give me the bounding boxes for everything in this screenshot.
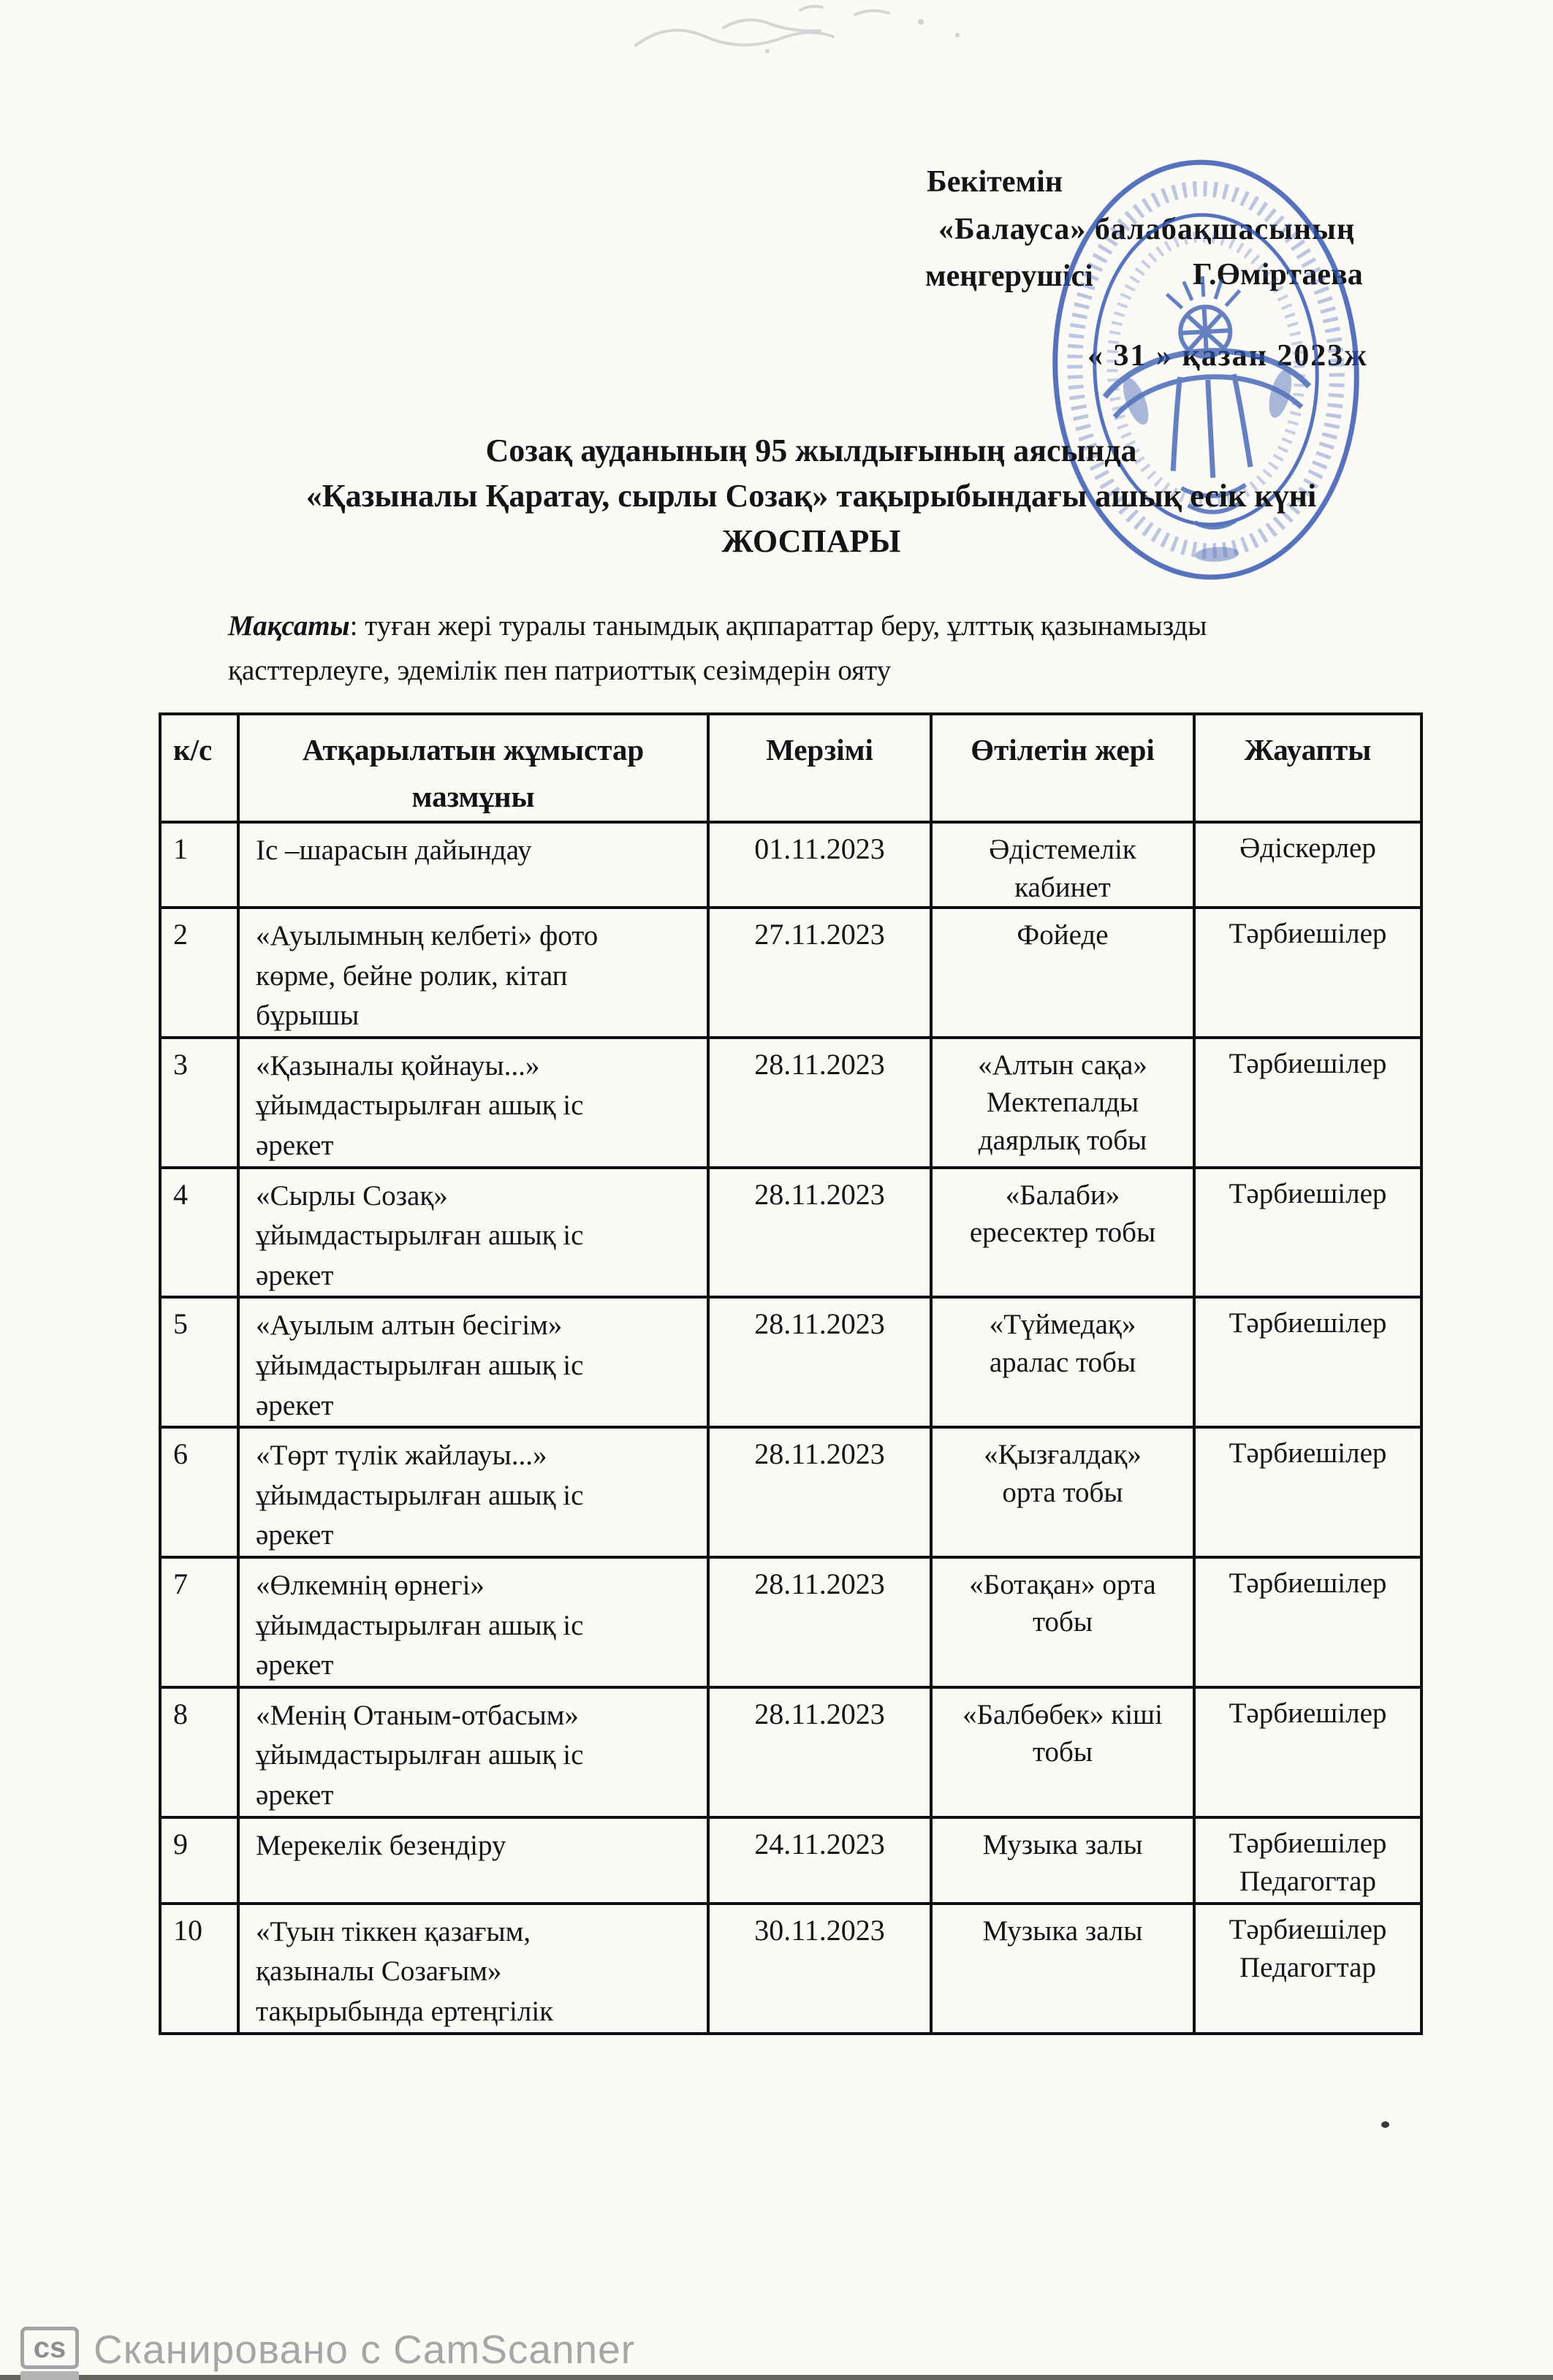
goal-paragraph [228,604,1397,693]
row-activity: Мерекелік безендіру [238,1817,708,1904]
goal-label: Мақсаты [228,610,350,642]
header-activity: Атқарылатын жұмыстар мазмұны [238,714,708,822]
row-responsible: Тәрбиешілер [1194,1557,1421,1687]
row-place: «Алтын сақа» Мектепалды даярлық тобы [931,1038,1194,1168]
row-responsible: Тәрбиешілер [1194,908,1421,1038]
camscanner-watermark [20,2327,635,2380]
plan-table [159,712,1423,2035]
row-activity: «Өлкемнің өрнегі» ұйымдастырылған ашық іс әрекет [238,1557,708,1687]
row-responsible: Тәрбиешілер Педагогтар [1194,1817,1421,1904]
header-place: Өтілетін жері [931,714,1194,822]
title-line-3: ЖОСПАРЫ [721,523,901,559]
row-activity: «Менің Отаным-отбасым» ұйымдастырылған ашық іс әрекет [238,1687,708,1817]
table-row [160,1038,1421,1168]
row-date: 27.11.2023 [708,908,931,1038]
table-row [160,1687,1421,1817]
row-activity: «Сырлы Созақ» ұйымдастырылған ашық іс әрекет [238,1168,708,1298]
approval-line-2: «Балауса» балабақшасының [938,213,1356,246]
row-place: «Балаби» ересектер тобы [931,1168,1194,1298]
scan-noise-dot [1381,2121,1389,2128]
row-num: 3 [160,1038,238,1168]
table-header-row [160,714,1421,822]
row-responsible: Тәрбиешілер [1194,1427,1421,1557]
title-line-2: «Қазыналы Қаратау, сырлы Созақ» тақырыбындағы ашық есік күні [305,478,1317,514]
row-activity: «Төрт түлік жайлауы...» ұйымдастырылған ашық іс әрекет [238,1427,708,1557]
table-row [160,1297,1421,1427]
camscanner-icon-bar [20,2371,79,2380]
table-row [160,1904,1421,2034]
row-num: 6 [160,1427,238,1557]
row-responsible: Тәрбиешілер [1194,1297,1421,1427]
row-num: 8 [160,1687,238,1817]
row-date: 28.11.2023 [708,1557,931,1687]
row-place: Музыка залы [931,1904,1194,2034]
row-num: 4 [160,1168,238,1298]
approval-director-label: меңгерушісі [925,259,1093,293]
row-place: «Қызғалдақ» орта тобы [931,1427,1194,1557]
row-responsible: Әдіскерлер [1194,822,1421,908]
approval-line-1: Бекітемін [927,165,1063,199]
approval-director-name: Г.Өміртаева [1193,258,1363,292]
row-activity: «Ауылым алтын бесігім» ұйымдастырылған ашық іс әрекет [238,1297,708,1427]
camscanner-watermark-text: Сканировано с CamScanner [94,2327,636,2372]
row-responsible: Тәрбиешілер [1194,1168,1421,1298]
camscanner-cs-badge: cs [20,2327,79,2369]
pencil-smudge-artifact [614,0,1023,80]
row-date: 01.11.2023 [708,822,931,908]
row-place: Әдістемелік кабинет [931,822,1194,908]
table-row [160,908,1421,1038]
row-place: Музыка залы [931,1817,1194,1904]
row-responsible: Тәрбиешілер Педагогтар [1194,1904,1421,2034]
row-activity: «Ауылымның келбеті» фото көрме, бейне ролик, кітап бұрышы [238,908,708,1038]
row-num: 1 [160,822,238,908]
row-date: 30.11.2023 [708,1904,931,2034]
row-activity: «Туын тіккен қазағым, қазыналы Созағым» тақырыбында ертеңгілік [238,1904,708,2034]
title-line-1: Созақ ауданының 95 жылдығының аясында [485,433,1137,468]
row-date: 28.11.2023 [708,1687,931,1817]
header-responsible: Жауапты [1194,714,1421,822]
table-row [160,1557,1421,1687]
row-activity: «Қазыналы қойнауы...» ұйымдастырылған ашық іс әрекет [238,1038,708,1168]
row-place: Фойеде [931,908,1194,1038]
row-place: «Ботақан» орта тобы [931,1557,1194,1687]
header-date: Мерзімі [708,714,931,822]
goal-text: : туған жері туралы танымдық ақппараттар беру, ұлттық қазынамызды қасттерлеуге, эдемілік пен патриоттық сезімдерін ояту [228,610,1207,686]
camscanner-icon [20,2327,77,2380]
table-row [160,822,1421,908]
row-activity: Іс –шарасын дайындау [238,822,708,908]
row-responsible: Тәрбиешілер [1194,1038,1421,1168]
row-num: 9 [160,1817,238,1904]
row-num: 10 [160,1904,238,2034]
document-title [69,428,1553,564]
row-date: 28.11.2023 [708,1427,931,1557]
header-num: к/с [160,714,238,822]
row-place: «Балбөбек» кіші тобы [931,1687,1194,1817]
row-date: 24.11.2023 [708,1817,931,1904]
row-date: 28.11.2023 [708,1297,931,1427]
row-num: 2 [160,908,238,1038]
table-row [160,1817,1421,1904]
row-date: 28.11.2023 [708,1168,931,1298]
row-num: 7 [160,1557,238,1687]
row-date: 28.11.2023 [708,1038,931,1168]
table-row [160,1168,1421,1298]
row-responsible: Тәрбиешілер [1194,1687,1421,1817]
approval-date: « 31 » қазан 2023ж [1087,339,1368,373]
row-place: «Түймедақ» аралас тобы [931,1297,1194,1427]
table-row [160,1427,1421,1557]
row-num: 5 [160,1297,238,1427]
